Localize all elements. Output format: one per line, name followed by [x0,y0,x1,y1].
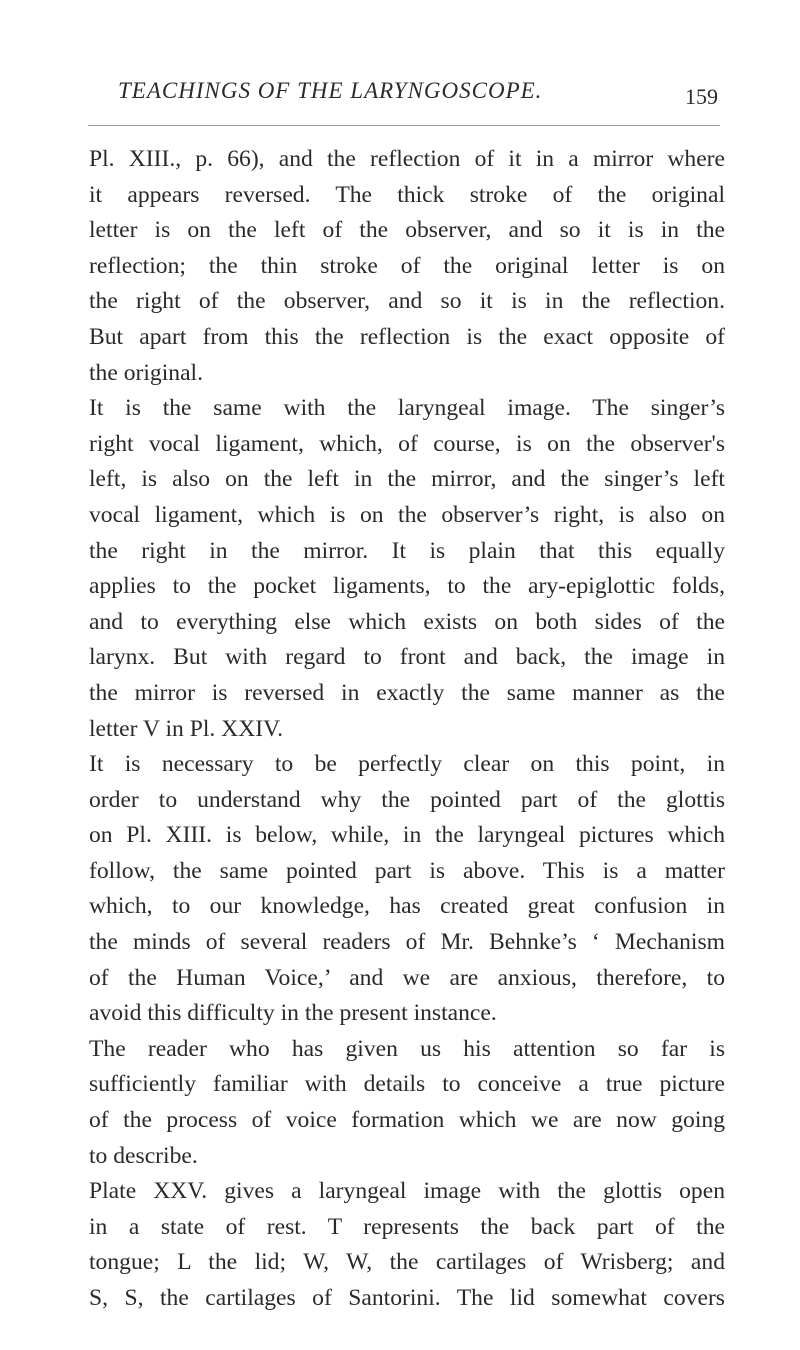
text-line: reflection; the thin stroke of the original letter is on [89,252,725,279]
text-line: sufficiently familiar with details to conceive a true picture [89,1071,725,1098]
text-line: The reader who has given us his attention so far is [89,1035,725,1062]
text-line: vocal ligament, which is on the observer’s right, is also on [89,501,725,528]
text-line: on Pl. XIII. is below, while, in the laryngeal pictures which [89,822,725,849]
page-number: 159 [685,84,718,109]
text-line: order to understand why the pointed part of the glottis [89,786,725,813]
text-line: the right of the observer, and so it is in the reflection. [89,288,725,315]
text-line: avoid this difficulty in the present instance. [89,1000,497,1027]
text-line: in a state of rest. T represents the back part of the [89,1213,725,1240]
text-line: the right in the mirror. It is plain that this equally [89,537,725,564]
text-line: follow, the same pointed part is above. This is a matter [89,857,725,884]
running-title: TEACHINGS OF THE LARYNGOSCOPE. [118,78,543,103]
running-header [118,78,718,112]
text-line: left, is also on the left in the mirror, and the singer’s left [89,466,725,493]
text-line: right vocal ligament, which, of course, is on the observer's [89,430,725,457]
header-rule [88,125,720,126]
text-line: and to everything else which exists on both sides of the [89,608,725,635]
text-line: applies to the pocket ligaments, to the ary-epiglottic folds, [89,573,725,600]
text-line: of the process of voice formation which we are now going [89,1107,725,1134]
text-line: tongue; L the lid; W, W, the cartilages of Wrisberg; and [89,1249,725,1276]
text-line: It is necessary to be perfectly clear on this point, in [89,751,725,778]
text-line: which, to our knowledge, has created great confusion in [89,893,725,920]
text-line: of the Human Voice,’ and we are anxious, therefore, to [89,964,725,991]
text-line: the original. [89,359,204,386]
text-line: Plate XXV. gives a laryngeal image with the glottis open [89,1178,725,1205]
text-line: Pl. XIII., p. 66), and the reflection of it in a mirror where [89,146,725,172]
text-line: larynx. But with regard to front and back, the image in [89,644,725,671]
text-line: the minds of several readers of Mr. Behnke’s ‘ Mechanism [89,929,725,956]
text-line: letter V in Pl. XXIV. [89,715,284,742]
body-text [89,142,725,1317]
text-line: to describe. [89,1142,198,1169]
text-line: It is the same with the laryngeal image. The singer’s [89,395,725,422]
text-line: the mirror is reversed in exactly the same manner as the [89,679,725,706]
text-line: But apart from this the reflection is the exact opposite of [89,323,725,350]
text-line: S, S, the cartilages of Santorini. The lid somewhat covers [89,1285,725,1311]
text-line: it appears reversed. The thick stroke of the original [89,181,725,208]
text-line: letter is on the left of the observer, and so it is in the [89,217,725,244]
